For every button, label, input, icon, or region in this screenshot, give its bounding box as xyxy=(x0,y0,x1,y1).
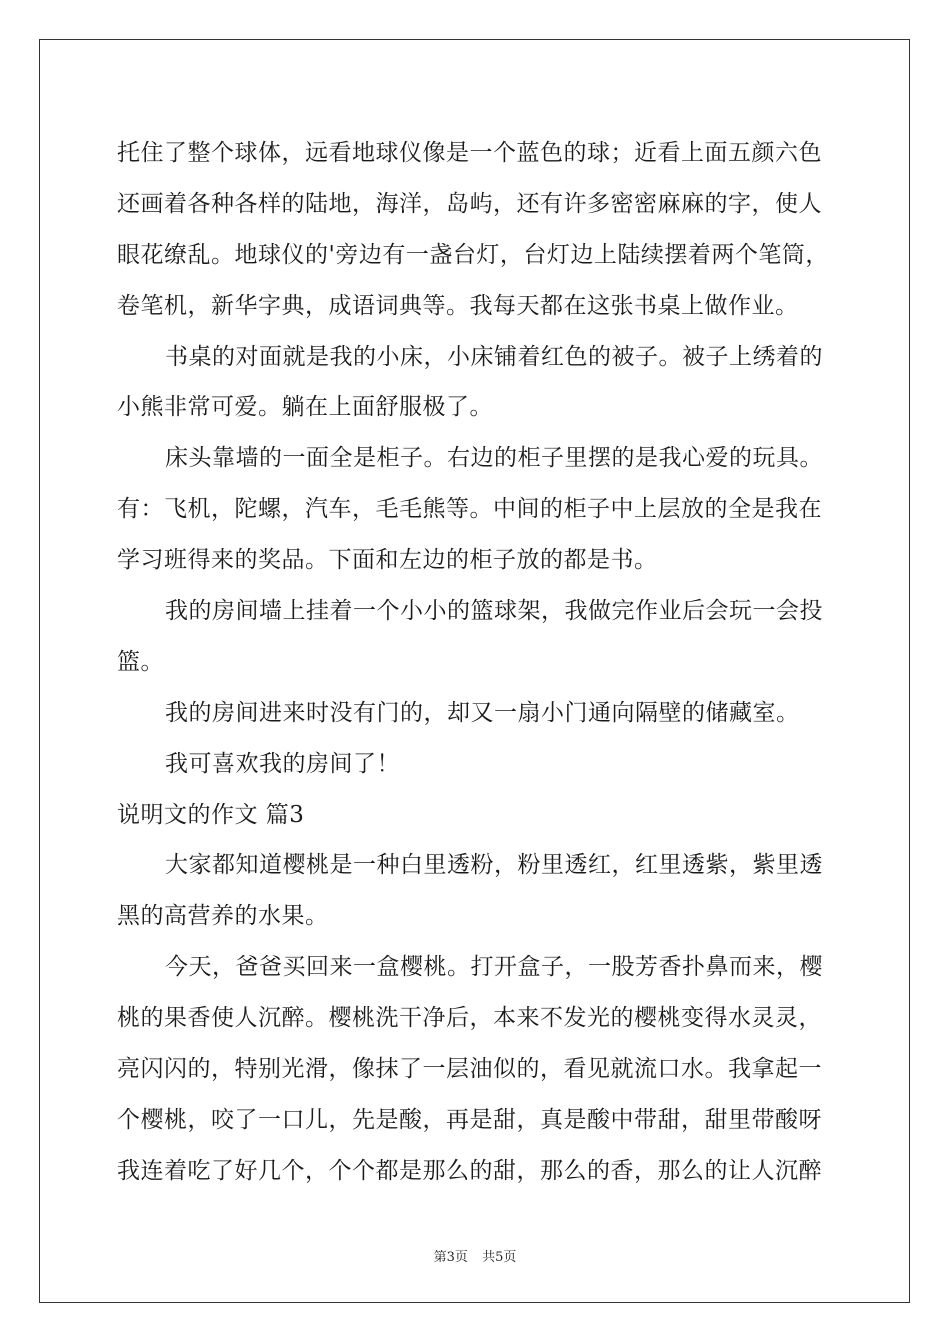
paragraph-start-line: 我的房间进来时没有门的，却又一扇小门通向隔壁的储藏室。 xyxy=(165,699,800,726)
paragraph-start-line: 我的房间墙上挂着一个小小的篮球架，我做完作业后会玩一会投 xyxy=(165,598,823,625)
text-line: 亮闪闪的，特别光滑，像抹了一层油似的，看见就流口水。我拿起一 xyxy=(117,1056,822,1083)
section-heading: 说明文的作文 篇3 xyxy=(117,801,305,828)
paragraph-start-line: 今天，爸爸买回来一盒樱桃。打开盒子，一股芳香扑鼻而来，樱 xyxy=(165,954,823,981)
text-line: 卷笔机，新华字典，成语词典等。我每天都在这张书桌上做作业。 xyxy=(117,292,799,319)
paragraph-start-line: 大家都知道樱桃是一种白里透粉，粉里透红，红里透紫，紫里透 xyxy=(165,852,823,879)
text-line: 篮。 xyxy=(117,648,164,675)
text-line: 托住了整个球体，远看地球仪像是一个蓝色的球；近看上面五颜六色 xyxy=(117,140,822,166)
text-line: 我连着吃了好几个，个个都是那么的甜，那么的香，那么的让人沉醉 xyxy=(117,1157,822,1184)
text-line: 有：飞机，陀螺，汽车，毛毛熊等。中间的柜子中上层放的全是我在 xyxy=(117,496,822,523)
text-line: 学习班得来的奖品。下面和左边的柜子放的都是书。 xyxy=(117,547,658,574)
text-line: 桃的果香使人沉醉。樱桃洗干净后，本来不发光的樱桃变得水灵灵， xyxy=(117,1005,822,1032)
page-number-current: 第3页 xyxy=(433,1250,468,1265)
text-line: 眼花缭乱。地球仪的'旁边有一盏台灯，台灯边上陆续摆着两个笔筒， xyxy=(117,241,829,268)
text-line: 黑的高营养的水果。 xyxy=(117,903,329,930)
page-number-total: 共5页 xyxy=(482,1250,517,1265)
text-line: 还画着各种各样的陆地，海洋，岛屿，还有许多密密麻麻的字，使人 xyxy=(117,190,822,217)
document-body xyxy=(117,128,839,1197)
paragraph-start-line: 床头靠墙的一面全是柜子。右边的柜子里摆的是我心爱的玩具。 xyxy=(165,445,823,472)
text-line: 小熊非常可爱。躺在上面舒服极了。 xyxy=(117,394,493,421)
page-footer xyxy=(0,1246,950,1265)
paragraph-start-line: 书桌的对面就是我的小床，小床铺着红色的被子。被子上绣着的 xyxy=(165,343,823,370)
paragraph-start-line: 我可喜欢我的房间了！ xyxy=(165,750,400,777)
text-line: 个樱桃，咬了一口儿，先是酸，再是甜，真是酸中带甜，甜里带酸呀 xyxy=(117,1106,822,1133)
